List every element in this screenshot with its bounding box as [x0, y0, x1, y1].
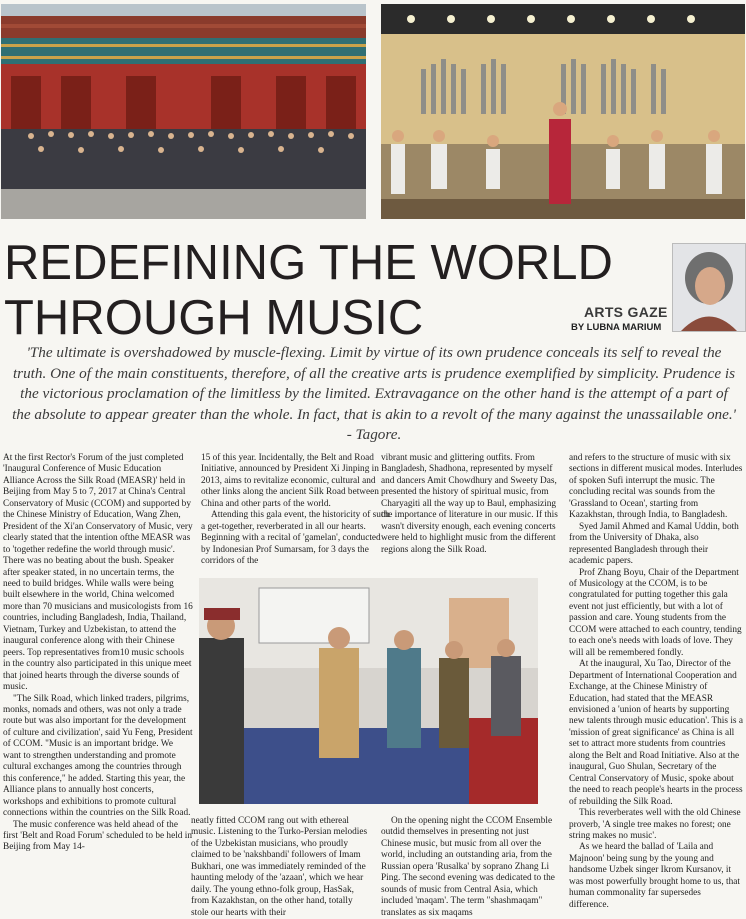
- paragraph: At the first Rector's Forum of the just completed 'Inaugural Conference of Music Education Alliance Across the Silk Road (MEASR)' held in Beijing from May 5 to 7, 2017 at China's Central Conservatory of Music (CCOM) and supported by the Chinese Ministry of Education, Wang Zhen, President of the Xi'an Conservatory of Music, very clearly stated that the intention ofthe MEASR was to 'together redefine the world through music'. There was no beating about the bush. Speaker after speaker stated, in no uncertain terms, the need to build bridges. While walls were being built elsewhere in the world, China welcomed more than 70 musicians and musicologists from 16 countries, including Bangladesh, India, Thailand, Vietnam, Turkey and Uzbekistan, to attend the inaugural conference along with their Chinese peers. Top representatives from10 music schools in the country also participated in this unique meet that joined hearts through the diverse sounds of music.: [3, 453, 193, 693]
- paragraph: Syed Jamil Ahmed and Kamal Uddin, both from the University of Dhaka, also represented Bangladesh through their academic papers.: [569, 521, 739, 567]
- paragraph: On the opening night the CCOM Ensemble outdid themselves in presenting not just Chinese music, but music from all over the world, including an outstanding aria, from the Russian opera 'Rusalka' by soprano Zhang Li Ping. The second evening was dedicated to the sounds of music from Central Asia, which included 'maqam'. The term "shashmaqam" translates as six maqams: [381, 816, 555, 918]
- group-photo: [1, 4, 366, 219]
- article-column-1: [3, 453, 193, 919]
- paragraph: As we heard the ballad of 'Laila and Majnoon' being sung by the young and handsome Uzbek singer Ikrom Kursanov, it was most powerfully brought home to us, that human commonality far supersedes difference.: [569, 842, 740, 910]
- paragraph: 15 of this year. Incidentally, the Belt and Road Initiative, announced by President Xi Jinping in 2013, aims to revitalize economic, cultural and other links along the ancient Silk Road between China and other parts of the world.: [201, 453, 379, 509]
- paragraph: This reverberates well with the old Chinese proverb, 'A single tree makes no forest; one string makes no music'.: [569, 808, 741, 841]
- column-kicker: ARTS GAZE: [584, 304, 668, 320]
- paragraph: neatly fitted CCOM rang out with ethereal music. Listening to the Turko-Persian melodies of the Uzbekistan musicians, who proudly claimed to be 'nakshbandi' followers of Imam Bukhari, one was immediately reminded of the haunting melody of the 'azaan', which we hear daily. The young ethno-folk group, HasSak, from Kazakhstan, on the other hand, totally stole our hearts with their: [191, 816, 368, 918]
- paragraph: and refers to the structure of music with six sections in different musical modes. Interludes of spoken Sufi interrupt the music. The concluding recital was sounds from the 'Grassland to Ocean', starting from Kazakhstan, through India, to Bangladesh.: [569, 453, 743, 521]
- article-column-3-bottom: [381, 816, 561, 919]
- article-column-2-bottom: [191, 816, 371, 919]
- paragraph: The music conference was held ahead of the first 'Belt and Road Forum' scheduled to be held in Beijing from May 14-: [3, 819, 192, 853]
- article-column-3-top: [381, 453, 561, 573]
- author-portrait: [672, 243, 746, 332]
- paragraph: Attending this gala event, the historicity of such a get-together, reverberated in all our hearts. Beginning with a recital of 'gamelan', conducted by Indonesian Prof Sumarsam, for 3 days the corridors of the: [201, 510, 390, 567]
- paragraph: Prof Zhang Boyu, Chair of the Department of Musicology at the CCOM, is to be congratulated for putting together this gala event not just efficiently, but with a lot of passion and care. Young students from the CCOM were attached to each country, tending to each one's needs with loads of love. They will all be remembered fondly.: [569, 567, 742, 658]
- byline: BY LUBNA MARIUM: [571, 322, 662, 333]
- paragraph: At the inaugural, Xu Tao, Director of the Department of International Cooperation and Exchange, at the Chinese Ministry of Education, had stated that the MEASR envisioned a 'union of hearts by supporting new talents through music education'. This is a 'mission of great significance' as China is all set to attract more students from countries along the Belt and Road Initiative. Also at the inaugural, Guo Shulan, Secretary of the Central Conservatory of Music, spoke about the need to reach people's hearts in the process of rebuilding the Silk Road.: [569, 659, 743, 807]
- article-column-2-top: [201, 453, 391, 573]
- musicians-photo: [199, 578, 538, 804]
- paragraph: vibrant music and glittering outfits. From Bangladesh, Shadhona, represented by myself and dancers Amit Chowdhury and Sweety Das, presented the history of spiritual music, from Charyagiti all the way up to Baul, emphasizing the importance of literature in our music. If this wasn't diversity enough, each evening concerts were held to highlight music from the different regions along the Silk Road.: [381, 453, 558, 555]
- headline-line-2: THROUGH MUSIC: [4, 291, 424, 345]
- headline-line-1: REDEFINING THE WORLD: [4, 236, 613, 290]
- article-column-4: [569, 453, 743, 919]
- pull-quote: 'The ultimate is overshadowed by muscle-flexing. Limit by virtue of its own prudence conceals its self to reveal the truth. One of the main constituents, therefore, of all the creative arts is prudence exemplified by simplicity. Prudence is the victorious proclamation of the limitless by the limited. Extravagance on the other hand is the attempt of a part of the absolute to appear greater than the whole. In fact, that is akin to a revolt of the many against the unassailable one.' - Tagore.: [12, 344, 736, 443]
- headline: [4, 236, 664, 346]
- stage-photo: [381, 4, 745, 219]
- paragraph: "The Silk Road, which linked traders, pilgrims, monks, nomads and others, was not only a trade route but was also important for the development of culture and civilization', said Yu Feng, President of CCOM. "Music is an important bridge. We want to strengthen understanding and promote cultural exchanges among the countries through this conference," he added. Starting this year, the Alliance plans to annually host concerts, workshops and exhibitions to promote cultural connections within the countries on the Silk Road.: [3, 693, 193, 819]
